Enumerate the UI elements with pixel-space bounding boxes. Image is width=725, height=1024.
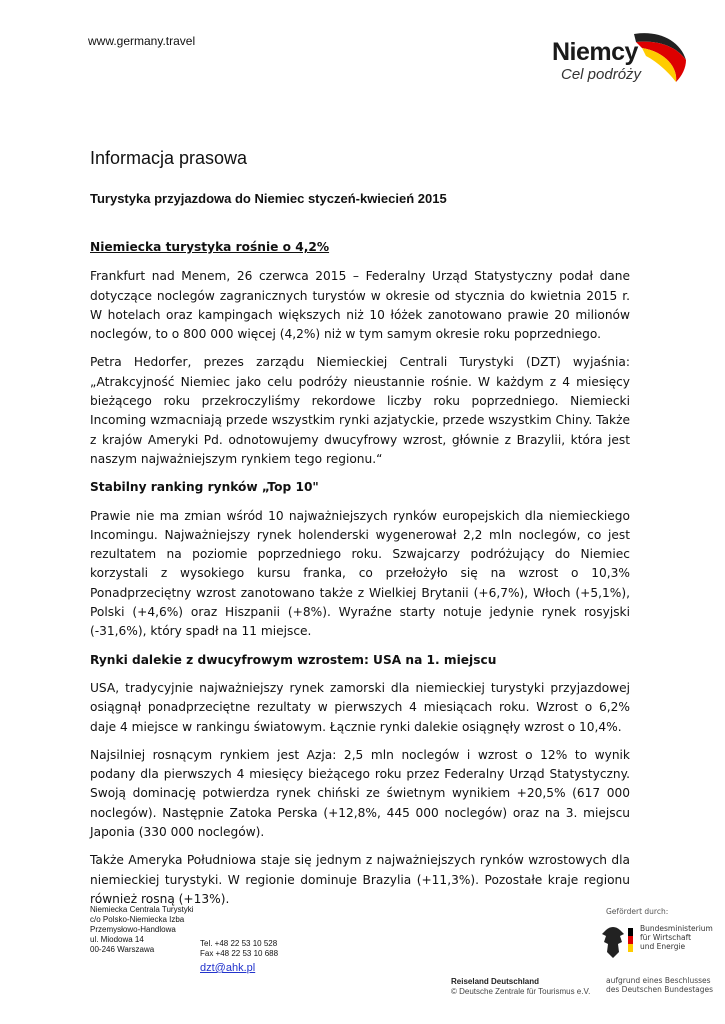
paragraph: Prawie nie ma zmian wśród 10 najważniejszych rynków europejskich dla niemieckiego Incomingu. Najważniejszy rynek holenderski wygenerował 2,2 mln noclegów, co jest rezultatem na poziomie poprzedniego roku. Szwajcarzy podróżujący do Niemiec korzystali z wysokiego kursu franka, co przełożyło się na wzrost o 10,3% Ponadprzeciętny wzrost zanotowano także z Wielkiej Brytanii (+6,7%), Włoch (+5,1%), Polski (+4,6%) oraz Hiszpanii (+8%). Wyraźne starty notuje jedynie rynek rosyjski (-31,6%), który spadł na 11 miejsce. <box>90 508 630 639</box>
document-title: Turystyka przyjazdowa do Niemiec styczeń-kwiecień 2015 <box>90 191 447 206</box>
footer-contact <box>200 939 278 959</box>
ministry-name <box>640 924 713 951</box>
paragraph: USA, tradycyjnie najważniejszy rynek zamorski dla niemieckiej turystyki przyjazdowej osiągnął ponadprzeciętne rezultaty w pierwszych 4 miesiącach roku. Wzrost o 6,2% daje 4 miejsce w rankingu światowym. Łącznie rynki dalekie osiągnęły wzrost o 10,4%. <box>90 680 630 734</box>
section-heading: Niemiecka turystyka rośnie o 4,2% <box>90 240 330 254</box>
address-line: Przemysłowo-Handlowa <box>90 925 176 934</box>
federal-eagle-icon <box>590 924 636 968</box>
ministry-name-line: Bundesministerium <box>640 924 713 933</box>
email-link[interactable]: dzt@ahk.pl <box>200 962 256 974</box>
section-heading: Rynki dalekie z dwucyfrowym wzrostem: USA na 1. miejscu <box>90 652 497 667</box>
document-type-heading: Informacja prasowa <box>90 148 248 168</box>
ministry-note-line: des Deutschen Bundestages <box>606 985 714 994</box>
address-line: Niemiecka Centrala Turystyki <box>90 905 194 914</box>
brand-tagline: Cel podróży <box>561 66 642 83</box>
press-release-body <box>90 238 630 918</box>
section-heading: Stabilny ranking rynków „Top 10" <box>90 480 319 495</box>
address-line: c/o Polsko-Niemiecka Izba <box>90 915 185 924</box>
fax-number: Fax +48 22 53 10 688 <box>200 949 279 958</box>
reiseland-name: Reiseland Deutschland <box>451 977 540 986</box>
address-line: 00-246 Warszawa <box>90 945 155 954</box>
brand-name: Niemcy <box>552 38 638 66</box>
ministry-name-line: für Wirtschaft <box>640 933 692 942</box>
paragraph: Także Ameryka Południowa staje się jednym z najważniejszych rynków wzrostowych dla niemieckiej turystyki. W regionie dominuje Brazylia (+11,3%). Pozostałe kraje regionu również rosną (+13%). <box>90 853 630 906</box>
phone-number: Tel. +48 22 53 10 528 <box>200 939 278 948</box>
germany-travel-swoosh-logo <box>606 30 696 90</box>
reiseland-copyright: © Deutsche Zentrale für Tourismus e.V. <box>451 987 591 996</box>
ministry-note-line: aufgrund eines Beschlusses <box>606 976 711 985</box>
address-line: ul. Miodowa 14 <box>90 935 144 944</box>
paragraph: Najsilniej rosnącym rynkiem jest Azja: 2,5 mln noclegów i wzrost o 12% to wynik podany dla pierwszych 4 miesięcy bieżącego roku przez Federalny Urząd Statystyczny. Swoją dominację potwierdza rynek chiński ze świetnym wynikiem +20,5% (617 000 noclegów). Następnie Zatoka Perska (+12,8%, 445 000 noclegów) oraz na 3. miejscu Japonia (330 000 noclegów). <box>90 747 630 840</box>
paragraph: Frankfurt nad Menem, 26 czerwca 2015 – Federalny Urząd Statystyczny podał dane dotyczące noclegów zagranicznych turystów w okresie od stycznia do kwietnia 2015 r. W hotelach oraz kampingach większych niż 10 łóżek zanotowano prawie 20 milionów noclegów, to o 800 000 więcej (4,2%) niż w tym samym okresie roku poprzedniego. <box>90 269 630 342</box>
reiseland-logo <box>451 977 590 997</box>
funding-label: Gefördert durch: <box>606 907 669 916</box>
paragraph: Petra Hedorfer, prezes zarządu Niemieckiej Centrali Turystyki (DZT) wyjaśnia: „Atrakcyjność Niemiec jako celu podróży nieustannie rośnie. W każdym z 4 miesięcy bieżącego roku przekroczyliśmy rekordowe liczby roku poprzedniego. Niemiecki Incoming wzmacniają przede wszystkim rynki azjatyckie, przede wszystkim Chiny. Także z krajów Ameryki Pd. odnotowujemy dwucyfrowy wzrost, głównie z Brazylii, która jest naszym najważniejszym rynkiem tego regionu.“ <box>90 355 630 466</box>
website-url[interactable]: www.germany.travel <box>88 34 196 48</box>
footer-address <box>90 905 194 955</box>
ministry-note <box>606 976 713 994</box>
ministry-name-line: und Energie <box>640 942 686 951</box>
